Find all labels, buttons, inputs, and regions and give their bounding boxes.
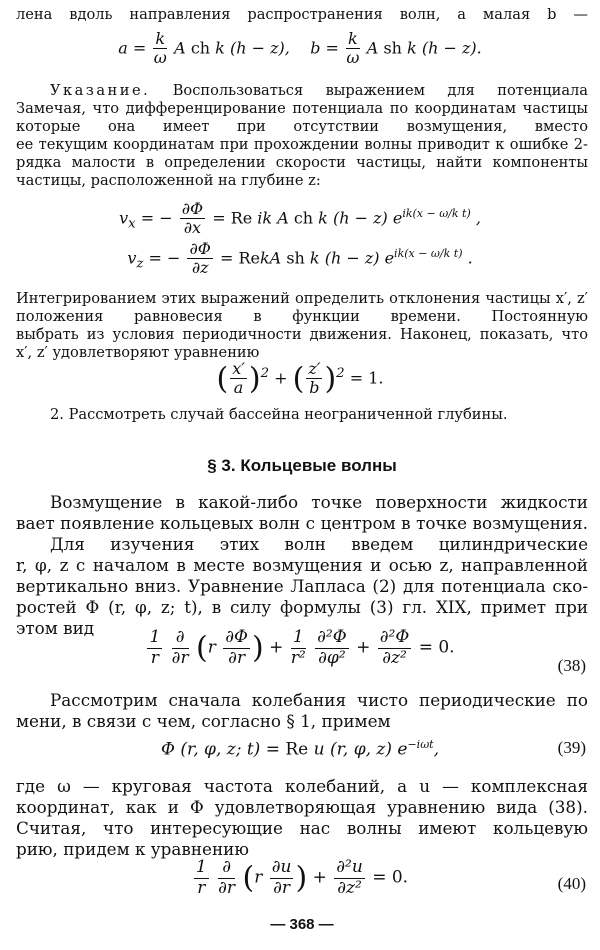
equation-38: $\frac{1}{r}$ $\frac{\partial}{\partial r}$ (r $\frac{\partial\Phi}{\partial r}$ ) + $\frac{1}{\text{r²}}$ $\frac{\text{∂²Φ}}{\text{∂φ²}}$ + $\frac{\text{∂²Φ}}{\text{∂z²}}$ = 0. xyxy=(149,627,455,668)
paragraph-1-line-3: r, φ, z с началом в месте возмущения и осью z, направленной xyxy=(16,555,588,575)
equation-vx: $v_x$ = − $\frac{\partial\Phi}{\partial x}$ = Re ik A ch k (h − z) $e^{ik(x - \omega/k t)}$ , xyxy=(119,199,481,238)
paragraph-2-line-1: мени, в связи с чем, согласно § 1, примем xyxy=(16,711,391,731)
hint-line-0 xyxy=(16,82,588,100)
integration-line-0: Интегрированием этих выражений определить отклонения частицы x′, z′ xyxy=(16,290,588,307)
hint-line-0-text: Воспользоваться выражением для потенциала xyxy=(172,82,588,99)
paragraph-1-line-4: вертикально вниз. Уравнение Лапласа (2) для потенциала ско- xyxy=(16,576,588,596)
paragraph-1-line-2: Для изучения этих волн введем цилиндрические xyxy=(50,534,588,554)
paragraph-1-line-1: вает появление кольцевых волн с центром в точке возмущения. xyxy=(16,513,588,533)
equation-40: $\frac{1}{r}$ $\frac{\partial}{\partial r}$ (r $\frac{\partial u}{\partial r}$ ) + $\frac{\text{∂²u}}{\text{∂z²}}$ = 0. xyxy=(195,857,409,898)
top-line: лена вдоль направления распространения волн, а малая b — xyxy=(16,6,588,23)
equation-39-number: (39) xyxy=(557,738,586,757)
equation-40-number: (40) xyxy=(557,874,586,893)
equation-39: Φ (r, φ, z; t) = Re u (r, φ, z) $e^{-i\omega t}$, xyxy=(161,738,439,760)
hint-title: Указание. xyxy=(50,82,151,99)
equation-a-b: a = $\frac{k}{\omega}$ A ch k (h − z), b = $\frac{k}{\omega}$ A sh k (h − z). xyxy=(118,29,482,68)
integration-line-2: выбрать из условия периодичности движения. Наконец, показать, что xyxy=(16,326,588,343)
paragraph-3-line-1: координат, как и Φ удовлетворяющая уравнению вида (38). xyxy=(16,797,588,817)
equation-ellipse: ( $\frac{x'}{a}$ )$^2$ + ( $\frac{z'}{b}$ )$^2$ = 1. xyxy=(216,359,384,398)
paragraph-1-line-5: ростей Φ (r, φ, z; t), в силу формулы (3) гл. XIX, примет при xyxy=(16,597,588,617)
equation-vz: $v_z$ = − $\frac{\partial\Phi}{\partial z}$ = RekA sh k (h − z) $e^{ik(x - \omega/k t)}$ . xyxy=(127,239,473,278)
paragraph-3-line-2: Считая, что интересующие нас волны имеют кольцевую xyxy=(16,818,588,838)
exercise-item-2: 2. Рассмотреть случай бассейна неограниченной глубины. xyxy=(50,406,508,423)
section-title: § 3. Кольцевые волны xyxy=(207,456,397,475)
hint-line-2: которые она имеет при отсутствии возмущения, вместо xyxy=(16,118,588,135)
paragraph-3-line-0: где ω — круговая частота колебаний, а u — комплексная xyxy=(16,776,588,796)
page-number: — 368 — xyxy=(270,916,334,933)
hint-line-3: ее текущим координатам при прохождении волны приводит к ошибке 2- xyxy=(16,136,588,153)
equation-38-number: (38) xyxy=(557,656,586,675)
hint-line-5: частицы, расположенной на глубине z: xyxy=(16,172,321,189)
paragraph-1-line-0: Возмущение в какой-либо точке поверхности жидкости xyxy=(50,492,588,512)
integration-line-1: положения равновесия в функции времени. Постоянную xyxy=(16,308,588,325)
paragraph-2-line-0: Рассмотрим сначала колебания чисто периодические по xyxy=(50,690,588,710)
hint-line-4: рядка малости в определении скорости частицы, найти компоненты xyxy=(16,154,588,171)
hint-line-1: Замечая, что дифференцирование потенциала по координатам частицы xyxy=(16,100,588,117)
paragraph-1-line-6: этом вид xyxy=(16,618,95,638)
paragraph-3-line-3: рию, придем к уравнению xyxy=(16,839,249,859)
integration-line-3: x′, z′ удовлетворяют уравнению xyxy=(16,344,260,361)
